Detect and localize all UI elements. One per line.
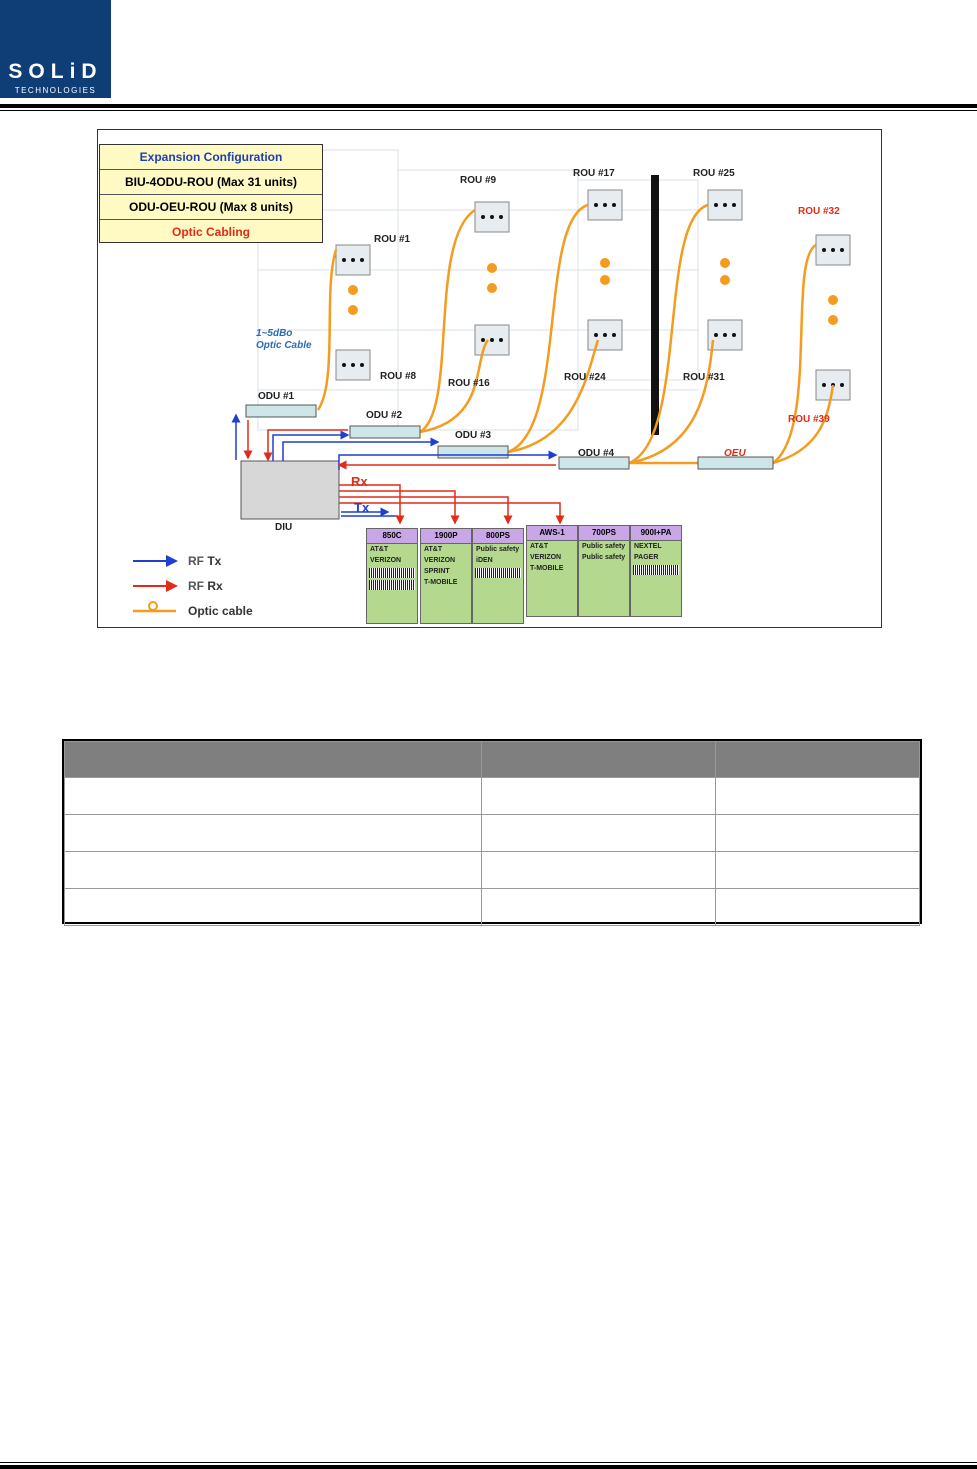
table-cell: [65, 852, 482, 889]
table-cell: [65, 815, 482, 852]
rou-label: ROU #24: [564, 372, 606, 383]
key-rf-rx: RF Rx: [188, 579, 223, 593]
diu-label: DIU: [275, 522, 293, 533]
table-row: [65, 778, 920, 815]
rou-label: ROU #31: [683, 372, 725, 383]
band-card-900i-pa: 900I+PA NEXTEL PAGER: [630, 525, 682, 617]
rou-label: ROU #9: [460, 175, 497, 186]
logo-subtitle: TECHNOLOGIES: [14, 86, 97, 95]
optic-cable-note: 1~5dBo Optic Cable: [256, 328, 312, 351]
odu-label: ODU #1: [258, 391, 295, 402]
legend-title: Expansion Configuration: [100, 145, 322, 170]
expansion-diagram: [97, 129, 882, 628]
table-cell: [482, 815, 716, 852]
table-cell: [716, 889, 920, 926]
table-cell: [716, 852, 920, 889]
rou-label: ROU #25: [693, 168, 735, 179]
table-header-cell: [482, 742, 716, 778]
band-card-850c: 850C AT&T VERIZON: [366, 528, 418, 624]
table-cell: [65, 778, 482, 815]
rx-label: Rx: [351, 474, 368, 489]
building-column: [651, 175, 659, 435]
table-row: [65, 852, 920, 889]
footer-rule-thick: [0, 1465, 977, 1469]
company-logo: [0, 0, 111, 98]
table-cell: [716, 778, 920, 815]
rou-label: ROU #8: [380, 371, 417, 382]
table-cell: [482, 778, 716, 815]
band-card-800ps: 800PS Public safety iDEN: [472, 528, 524, 624]
legend-row-biu: BIU-4ODU-ROU (Max 31 units): [100, 170, 322, 195]
table-header-row: [65, 742, 920, 778]
rou-label: ROU #1: [374, 234, 411, 245]
odu-label: ODU #3: [455, 430, 492, 441]
tx-label: Tx: [354, 500, 370, 515]
table-cell: [65, 889, 482, 926]
legend-row-optic: Optic Cabling: [172, 225, 250, 239]
header-rule-thick: [0, 104, 977, 108]
rou-label: ROU #17: [573, 168, 615, 179]
table-header-cell: [716, 742, 920, 778]
diu-chassis: [241, 461, 339, 519]
table-row: [65, 815, 920, 852]
rou-label: ROU #32: [798, 206, 840, 217]
table-row: [65, 889, 920, 926]
odu-label: ODU #2: [366, 410, 403, 421]
rou-label: ROU #16: [448, 378, 490, 389]
table-cell: [482, 852, 716, 889]
table-cell: [482, 889, 716, 926]
specification-table: [62, 739, 922, 924]
table-cell: [716, 815, 920, 852]
legend-row-odu: ODU-OEU-ROU (Max 8 units): [100, 195, 322, 220]
key-rf-tx: RF Tx: [188, 554, 222, 568]
logo-name: SOLiD: [8, 60, 103, 83]
rou-label: ROU #39: [788, 414, 830, 425]
band-card-1900p: 1900P AT&T VERIZON SPRINT T-MOBILE: [420, 528, 472, 624]
odu-label: ODU #4: [578, 448, 615, 459]
key-optic-cable: Optic cable: [188, 604, 253, 618]
configuration-legend: [99, 144, 323, 243]
continuation-dots: [348, 258, 838, 325]
table-header-cell: [65, 742, 482, 778]
band-card-700ps: 700PS Public safety Public safety: [578, 525, 630, 617]
header-rule-thin: [0, 110, 977, 111]
rou-units: [336, 190, 850, 400]
odu-units: [246, 405, 773, 469]
band-card-aws1: AWS-1 AT&T VERIZON T-MOBILE: [526, 525, 578, 617]
oeu-label: OEU: [724, 448, 746, 459]
footer-rule-thin: [0, 1462, 977, 1463]
